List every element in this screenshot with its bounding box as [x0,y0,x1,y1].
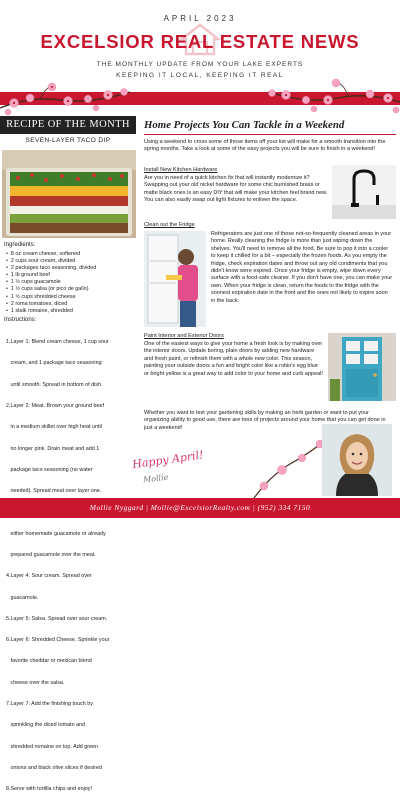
list-item: • 2 roma tomatoes, diced [6,301,136,308]
list-item: • 1 ½ cups shredded cheese [6,294,136,301]
list-item: • 2 packages taco seasoning, divided [6,265,136,272]
list-item: prepared guacamole over the meat. [6,552,96,558]
projects-closing: Whether you want to test your gardening skills by making an herb garden or want to put your organizing ability to good use, there are tons of projects around your home that you can get done in just a weekend! [144,410,386,431]
projects-intro: Using a weekend to cross some of those items off your list will make for a smooth transition into the spring months. Take a look at some of the easy projects you will be sure to finish in a weekend! [144,139,386,153]
list-item: guacamole. [6,594,39,601]
list-item: 1.Layer 1: Blend cream cheese, 1 cup sour [6,339,109,346]
recipe-name: SEVEN-LAYER TACO DIP [25,137,111,144]
list-item: • 1 lb ground beef [6,272,136,279]
list-item: 8.Serve with tortilla chips and enjoy! [6,786,92,793]
list-item: 6.Layer 6: Shredded Cheese. Sprinkle your [6,637,110,644]
section-body-paint-doors: One of the easiest ways to give your home a fresh look is by making over the interior doors. Update boring, plain doors by adding new hardware and fresh paint, or refinish them with a whole new color. This season, painting your outside doors a fun and bright color like a robin's egg blue or bright yellow is a great way to add color to your home and curb appeal! [144,341,323,377]
newsletter-tagline: THE MONTHLY UPDATE FROM YOUR LAKE EXPERTS [96,61,304,68]
list-item: needed). Spread meat over layer one. [6,488,102,495]
list-item: 7.Layer 7: Add the finishing touch by [6,700,93,707]
title-underline [144,134,396,135]
ingredients-title: Ingredients: [4,242,36,248]
list-item: 2.Layer 2: Meat. Brown your ground beef [6,403,104,410]
recipe-section-heading: RECIPE OF THE MONTH [0,116,136,134]
list-item: in a medium skillet over high heat until [6,424,102,431]
list-item: • 1 ½ cups salsa (or pico de gallo) [6,286,136,293]
newsletter-motto: KEEPING IT LOCAL, KEEPING IT REAL [116,72,284,79]
list-item: no longer pink. Drain meat and add 1 [6,445,100,452]
projects-article-title: Home Projects You Can Tackle in a Weekend [144,119,345,131]
issue-date: APRIL 2023 [163,14,237,23]
section-body-kitchen-hardware: Are you in need of a quick kitchen fix that will instantly modernize it? Swapping out your old nickel hardware for some chic burnished brass or matte black ones is an easy DIY that will make your kitchen feel brand new. You can also easily swap out light fixtures to enliven the space. [144,175,328,204]
cherry-blossom-branch-left-icon [0,78,140,118]
signature: Mollie [142,472,169,485]
list-item: • 1 ½ cups guacamole [6,279,136,286]
list-item: • 2 cups sour cream, divided [6,258,136,265]
list-item: package taco seasoning (no water [6,466,93,473]
cherry-blossom-branch-right-icon [258,76,400,118]
list-item: • 1 stalk romaine, shredded [6,308,136,315]
agent-portrait-photo [322,424,392,496]
instructions-list [6,325,136,800]
section-title-paint-doors: Paint Interior and Exterior Doors [144,333,224,339]
section-title-clean-fridge: Clean out the Fridge [144,222,195,228]
list-item: favorite cheddar or mexican blend [6,658,92,665]
instructions-title: Instructions: [4,317,37,323]
happy-april-greeting: Happy April! [131,448,205,472]
section-title-kitchen-hardware: Install New Kitchen Hardware [144,167,218,173]
list-item: sprinkling the diced tomato and [6,722,86,729]
list-item: onions and black olive slices if desired [6,764,102,771]
kitchen-faucet-photo [332,165,396,219]
list-item: • 8 oz cream cheese, softened [6,251,136,258]
newsletter-title: EXCELSIOR REAL ESTATE NEWS [40,31,360,52]
list-item: 4.Layer 4: Sour cream. Spread over [6,573,92,580]
contact-footer: Mollie Nyggard | Mollie@ExcelsiorRealty.com | (952) 334 7150 [0,498,400,518]
cherry-blossom-branch-bottom-icon [250,420,330,500]
taco-dip-photo [2,150,136,238]
ingredients-list [6,251,136,315]
section-body-clean-fridge: Refrigerators are just one of those not-so-frequently cleaned areas in your home. Really cleaning the fridge is more than just wiping down the shelves. You'll need to remove all the food. Be sure to pop it into a cooler to keep it chilled for a bit – especially the frozen foods. As you empty the fridge, check expiration dates and throw out any old condiments that you didn't know were expired. Once your fridge is empty, wipe down every surface with a food-safe cleaner. If you don't have one, you can make your own. When your fridge is clean, return the foods to the fridge with the soonest expiration date in the front and the ones not likely to expire soon in the back. [211,231,393,304]
list-item: until smooth. Spread in bottom of dish. [6,381,103,388]
list-item: cream, and 1 package taco seasoning [6,360,102,367]
blue-door-photo [328,333,396,401]
list-item: cheese over the salsa. [6,679,65,686]
fridge-cleaning-photo [144,231,206,327]
list-item: 5.Layer 5: Salsa. Spread over sour cream. [6,615,108,622]
list-item: either homemade guacamole or already [6,530,106,537]
list-item: shredded romaine on top. Add green [6,743,99,750]
